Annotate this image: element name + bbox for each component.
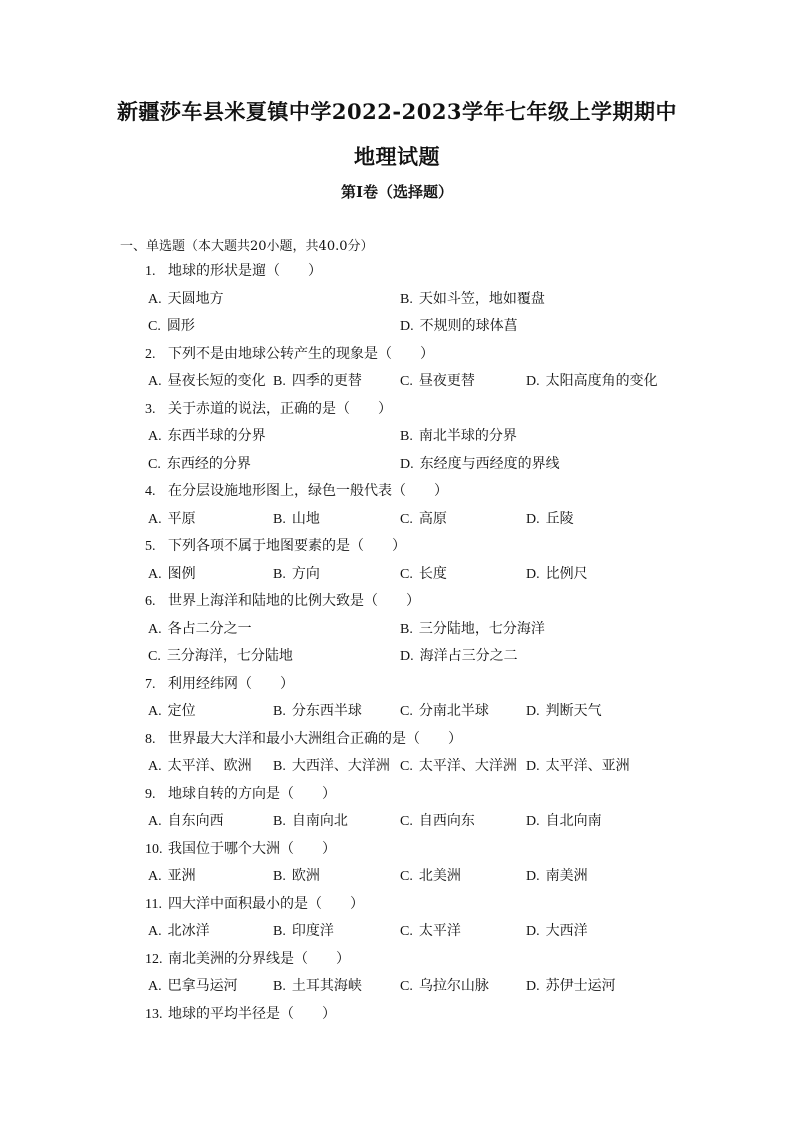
options-row <box>0 973 794 1001</box>
question-list <box>0 258 794 1028</box>
option-letter: B. <box>400 429 413 444</box>
option-letter: D. <box>526 869 540 884</box>
option-letter: A. <box>148 566 162 582</box>
question-text: 关于赤道的说法，正确的是（ ） <box>168 400 392 417</box>
answer-option <box>526 918 588 946</box>
option-text: 北冰洋 <box>167 923 210 939</box>
option-letter: B. <box>273 814 286 829</box>
option-letter: D. <box>526 924 540 939</box>
answer-option <box>400 561 447 589</box>
answer-option <box>400 918 461 946</box>
question-stem <box>0 1001 794 1029</box>
option-text: 自北向南 <box>545 813 602 829</box>
answer-option <box>148 973 238 1001</box>
answer-option <box>526 863 588 891</box>
question-stem <box>0 533 794 561</box>
answer-option <box>148 451 251 479</box>
answer-option <box>526 368 658 396</box>
answer-option <box>400 506 447 534</box>
answer-option <box>273 973 362 1001</box>
option-text: 不规则的球体菖 <box>419 318 518 334</box>
question-stem <box>0 726 794 754</box>
option-text: 判断天气 <box>545 703 602 719</box>
answer-option <box>148 918 210 946</box>
option-text: 大西洋、大洋洲 <box>291 758 390 774</box>
option-letter: A. <box>148 924 162 939</box>
option-text: 分南北半球 <box>418 703 489 719</box>
option-text: 南美洲 <box>545 868 588 884</box>
option-text: 海洋占三分之二 <box>419 648 518 664</box>
option-letter: B. <box>273 374 286 389</box>
option-text: 昼夜更替 <box>418 373 475 389</box>
options-row <box>0 753 794 781</box>
question-text: 利用经纬网（ ） <box>168 675 294 692</box>
answer-option <box>148 423 266 451</box>
options-row <box>0 863 794 891</box>
question-text: 下列各项不属于地图要素的是（ ） <box>168 538 406 554</box>
option-letter: C. <box>148 319 161 334</box>
answer-option <box>148 313 195 341</box>
option-letter: D. <box>400 649 414 664</box>
answer-option <box>526 808 602 836</box>
answer-option <box>148 368 266 396</box>
option-text: 太平洋、亚洲 <box>545 758 630 774</box>
option-text: 四季的更替 <box>291 373 362 389</box>
question-stem <box>0 341 794 369</box>
option-text: 北美洲 <box>418 868 461 884</box>
option-text: 大西洋 <box>545 923 588 939</box>
option-text: 太平洋、欧洲 <box>167 758 252 774</box>
question-number: 3. <box>145 401 156 417</box>
option-letter: C. <box>148 649 161 664</box>
option-letter: C. <box>400 814 413 829</box>
question-number: 2. <box>145 346 156 362</box>
answer-option <box>400 286 545 314</box>
option-text: 印度洋 <box>291 923 334 939</box>
answer-option <box>148 643 293 671</box>
question-stem <box>0 836 794 864</box>
option-text: 自西向东 <box>418 813 475 829</box>
option-letter: D. <box>526 566 540 582</box>
question-stem <box>0 946 794 974</box>
answer-option <box>148 753 252 781</box>
option-text: 太阳高度角的变化 <box>545 373 658 389</box>
options-row <box>0 423 794 451</box>
answer-option <box>400 423 517 451</box>
option-text: 三分海洋，七分陆地 <box>166 648 293 664</box>
options-row <box>0 561 794 589</box>
option-text: 亚洲 <box>167 868 196 884</box>
answer-option <box>526 506 574 534</box>
question-stem <box>0 891 794 919</box>
option-letter: D. <box>526 759 540 774</box>
option-text: 长度 <box>418 565 447 582</box>
options-row <box>0 451 794 479</box>
options-row <box>0 286 794 314</box>
question-number: 8. <box>145 731 156 747</box>
options-row <box>0 313 794 341</box>
option-text: 南北半球的分界 <box>418 428 517 444</box>
answer-option <box>400 753 517 781</box>
option-letter: B. <box>273 869 286 884</box>
option-letter: B. <box>273 759 286 774</box>
question-text: 我国位于哪个大洲（ ） <box>168 840 336 857</box>
answer-option <box>400 643 518 671</box>
option-letter: B. <box>273 511 286 527</box>
answer-option <box>148 863 196 891</box>
option-letter: C. <box>400 924 413 939</box>
question-text: 世界最大大洋和最小大洲组合正确的是（ ） <box>168 730 462 747</box>
option-text: 自东向西 <box>167 813 224 829</box>
answer-option <box>273 698 362 726</box>
option-text: 圆形 <box>166 318 195 334</box>
option-letter: A. <box>148 814 162 829</box>
option-text: 乌拉尔山脉 <box>418 978 489 994</box>
answer-option <box>400 451 560 479</box>
question-number: 5. <box>145 539 156 554</box>
question-text: 地球的平均半径是（ ） <box>168 1005 336 1022</box>
option-text: 苏伊士运河 <box>545 978 616 994</box>
option-text: 方向 <box>291 565 320 582</box>
question-stem <box>0 396 794 424</box>
answer-option <box>400 808 475 836</box>
part-title: 第I卷（选择题） <box>340 183 454 201</box>
options-row <box>0 368 794 396</box>
option-letter: D. <box>400 319 414 334</box>
option-text: 高原 <box>418 510 447 527</box>
answer-option <box>148 506 196 534</box>
answer-option <box>273 918 334 946</box>
answer-option <box>526 698 602 726</box>
option-letter: B. <box>400 621 413 637</box>
option-letter: B. <box>273 704 286 719</box>
answer-option <box>400 368 475 396</box>
answer-option <box>526 561 588 589</box>
question-text: 南北美洲的分界线是（ ） <box>168 950 350 967</box>
answer-option <box>400 313 518 341</box>
question-stem <box>0 781 794 809</box>
option-text: 平原 <box>167 510 196 527</box>
answer-option <box>273 561 320 589</box>
answer-option <box>273 506 320 534</box>
question-number: 4. <box>145 484 156 499</box>
answer-option <box>148 808 224 836</box>
options-row <box>0 616 794 644</box>
option-letter: C. <box>400 566 413 582</box>
option-text: 各占二分之一 <box>167 620 252 637</box>
section-heading: 一、单选题（本大题共20小题，共40.0分） <box>120 239 374 254</box>
option-letter: A. <box>148 429 162 444</box>
option-text: 自南向北 <box>291 813 348 829</box>
question-number: 9. <box>145 786 156 802</box>
option-text: 山地 <box>291 510 320 527</box>
option-letter: C. <box>400 869 413 884</box>
option-letter: A. <box>148 621 162 637</box>
option-letter: A. <box>148 511 162 527</box>
answer-option <box>400 973 489 1001</box>
option-text: 欧洲 <box>291 868 320 884</box>
answer-option <box>273 863 320 891</box>
option-letter: A. <box>148 869 162 884</box>
option-text: 定位 <box>167 703 196 719</box>
option-text: 分东西半球 <box>291 703 362 719</box>
answer-option <box>148 286 224 314</box>
option-letter: C. <box>148 456 161 472</box>
answer-option <box>148 698 196 726</box>
option-text: 三分陆地，七分海洋 <box>418 620 545 637</box>
option-text: 东西半球的分界 <box>167 428 266 444</box>
option-letter: C. <box>400 979 413 994</box>
question-text: 四大洋中面积最小的是（ ） <box>168 895 364 912</box>
question-stem <box>0 671 794 699</box>
answer-option <box>526 973 616 1001</box>
options-row <box>0 506 794 534</box>
option-letter: A. <box>148 979 162 994</box>
question-stem <box>0 478 794 506</box>
question-number: 13. <box>145 1006 163 1022</box>
option-letter: B. <box>273 566 286 582</box>
question-number: 6. <box>145 594 156 609</box>
answer-option <box>400 698 489 726</box>
option-letter: A. <box>148 759 162 774</box>
option-letter: C. <box>400 759 413 774</box>
document-title-line-1: 新疆莎车县米夏镇中学2022-2023学年七年级上学期期中 <box>116 99 678 124</box>
option-text: 太平洋 <box>418 923 461 939</box>
question-number: 11. <box>145 896 162 912</box>
option-text: 东经度与西经度的界线 <box>419 455 560 472</box>
answer-option <box>400 863 461 891</box>
option-letter: A. <box>148 704 162 719</box>
option-letter: B. <box>273 979 286 994</box>
answer-option <box>273 808 348 836</box>
option-letter: D. <box>400 456 414 472</box>
question-text: 下列不是由地球公转产生的现象是（ ） <box>168 345 434 362</box>
option-letter: B. <box>273 924 286 939</box>
option-text: 昼夜长短的变化 <box>167 373 266 389</box>
options-row <box>0 808 794 836</box>
answer-option <box>148 616 252 644</box>
option-text: 比例尺 <box>545 565 588 582</box>
option-text: 东西经的分界 <box>166 455 251 472</box>
question-number: 10. <box>145 841 163 857</box>
option-text: 丘陵 <box>545 510 574 527</box>
option-letter: A. <box>148 374 162 389</box>
option-text: 土耳其海峡 <box>291 978 362 994</box>
options-row <box>0 698 794 726</box>
option-letter: C. <box>400 704 413 719</box>
question-text: 在分层设施地形图上，绿色一般代表（ ） <box>168 483 448 499</box>
question-text: 世界上海洋和陆地的比例大致是（ ） <box>168 593 420 609</box>
option-text: 天圆地方 <box>167 290 224 307</box>
option-letter: C. <box>400 511 413 527</box>
option-text: 太平洋、大洋洲 <box>418 758 517 774</box>
option-text: 天如斗笠，地如覆盘 <box>418 290 545 307</box>
answer-option <box>400 616 545 644</box>
option-letter: D. <box>526 979 540 994</box>
option-letter: B. <box>400 291 413 307</box>
options-row <box>0 918 794 946</box>
option-letter: D. <box>526 511 540 527</box>
options-row <box>0 643 794 671</box>
answer-option <box>526 753 630 781</box>
option-text: 巴拿马运河 <box>167 978 238 994</box>
option-letter: A. <box>148 291 162 307</box>
option-letter: C. <box>400 374 413 389</box>
option-text: 图例 <box>167 565 196 582</box>
option-letter: D. <box>526 814 540 829</box>
document-title-line-2: 地理试题 <box>354 144 440 169</box>
question-text: 地球自转的方向是（ ） <box>168 785 336 802</box>
question-number: 1. <box>145 264 156 279</box>
option-letter: D. <box>526 704 540 719</box>
question-stem <box>0 588 794 616</box>
answer-option <box>273 368 362 396</box>
question-text: 地球的形状是遛（ ） <box>168 263 322 279</box>
option-letter: D. <box>526 374 540 389</box>
answer-option <box>273 753 390 781</box>
question-number: 12. <box>145 951 163 967</box>
question-number: 7. <box>145 676 156 692</box>
question-stem <box>0 258 794 286</box>
answer-option <box>148 561 196 589</box>
